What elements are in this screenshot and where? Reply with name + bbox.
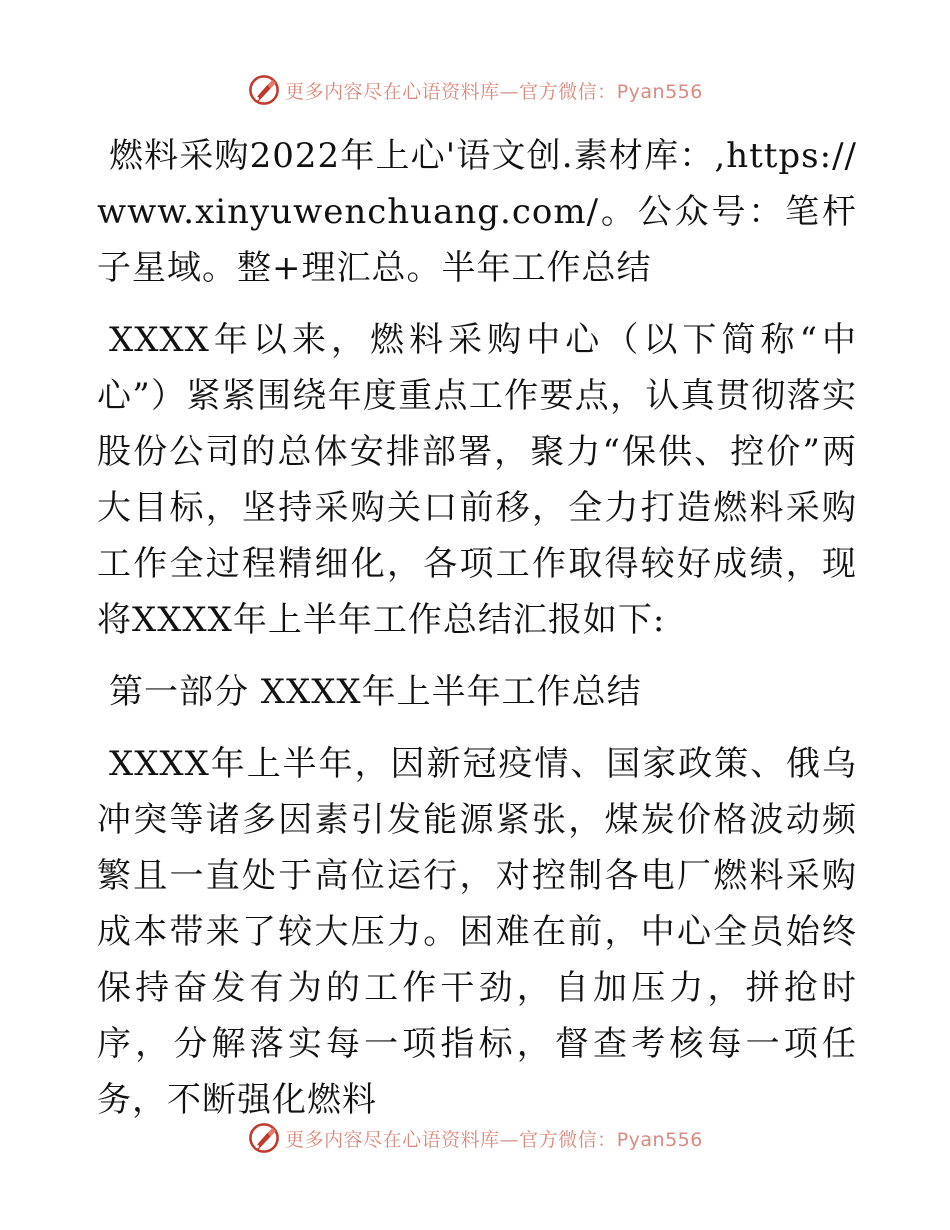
pen-logo-icon [247,73,281,107]
footer-watermark [0,1118,950,1158]
watermark-wechat-id: Pyan556 [616,80,703,103]
paragraph-body: XXXX年上半年，因新冠疫情、国家政策、俄乌冲突等诸多因素引发能源紧张，煤炭价格波动频繁且一直处于高位运行，对控制各电厂燃料采购成本带来了较大压力。困难在前，中心全员始终保持奋发有为的工作干劲，自加压力，拼抢时序，分解落实每一项指标，督查考核每一项任务，不断强化燃料 [97,744,857,1120]
watermark-separator: — [499,80,520,103]
section-heading: 第一部分 XXXX年上半年工作总结 [109,672,642,712]
paragraph-intro: XXXX年以来，燃料采购中心（以下简称“中心”）紧紧围绕年度重点工作要点，认真贯彻落实股份公司的总体安排部署，聚力“保供、控价”两大目标，坚持采购关口前移，全力打造燃料采购工作全过程精细化，各项工作取得较好成绩，现将XXXX年上半年工作总结汇报如下: [97,320,857,640]
watermark-brand: 更多内容尽在心语资料库 [285,1128,500,1151]
paragraph-title: 燃料采购2022年上心'语文创.素材库：,https://www.xinyuwenchuang.com/。公众号：笔杆子星域。整+理汇总。半年工作总结 [97,136,857,288]
document-body [97,128,857,1128]
watermark-text [285,77,703,104]
header-watermark [0,70,950,110]
watermark-text [285,1125,703,1152]
watermark-separator: — [499,1128,520,1151]
watermark-wechat-id: Pyan556 [616,1128,703,1151]
pen-logo-icon [247,1121,281,1155]
watermark-brand: 更多内容尽在心语资料库 [285,80,500,103]
watermark-official: 官方微信： [519,80,617,103]
watermark-official: 官方微信： [519,1128,617,1151]
